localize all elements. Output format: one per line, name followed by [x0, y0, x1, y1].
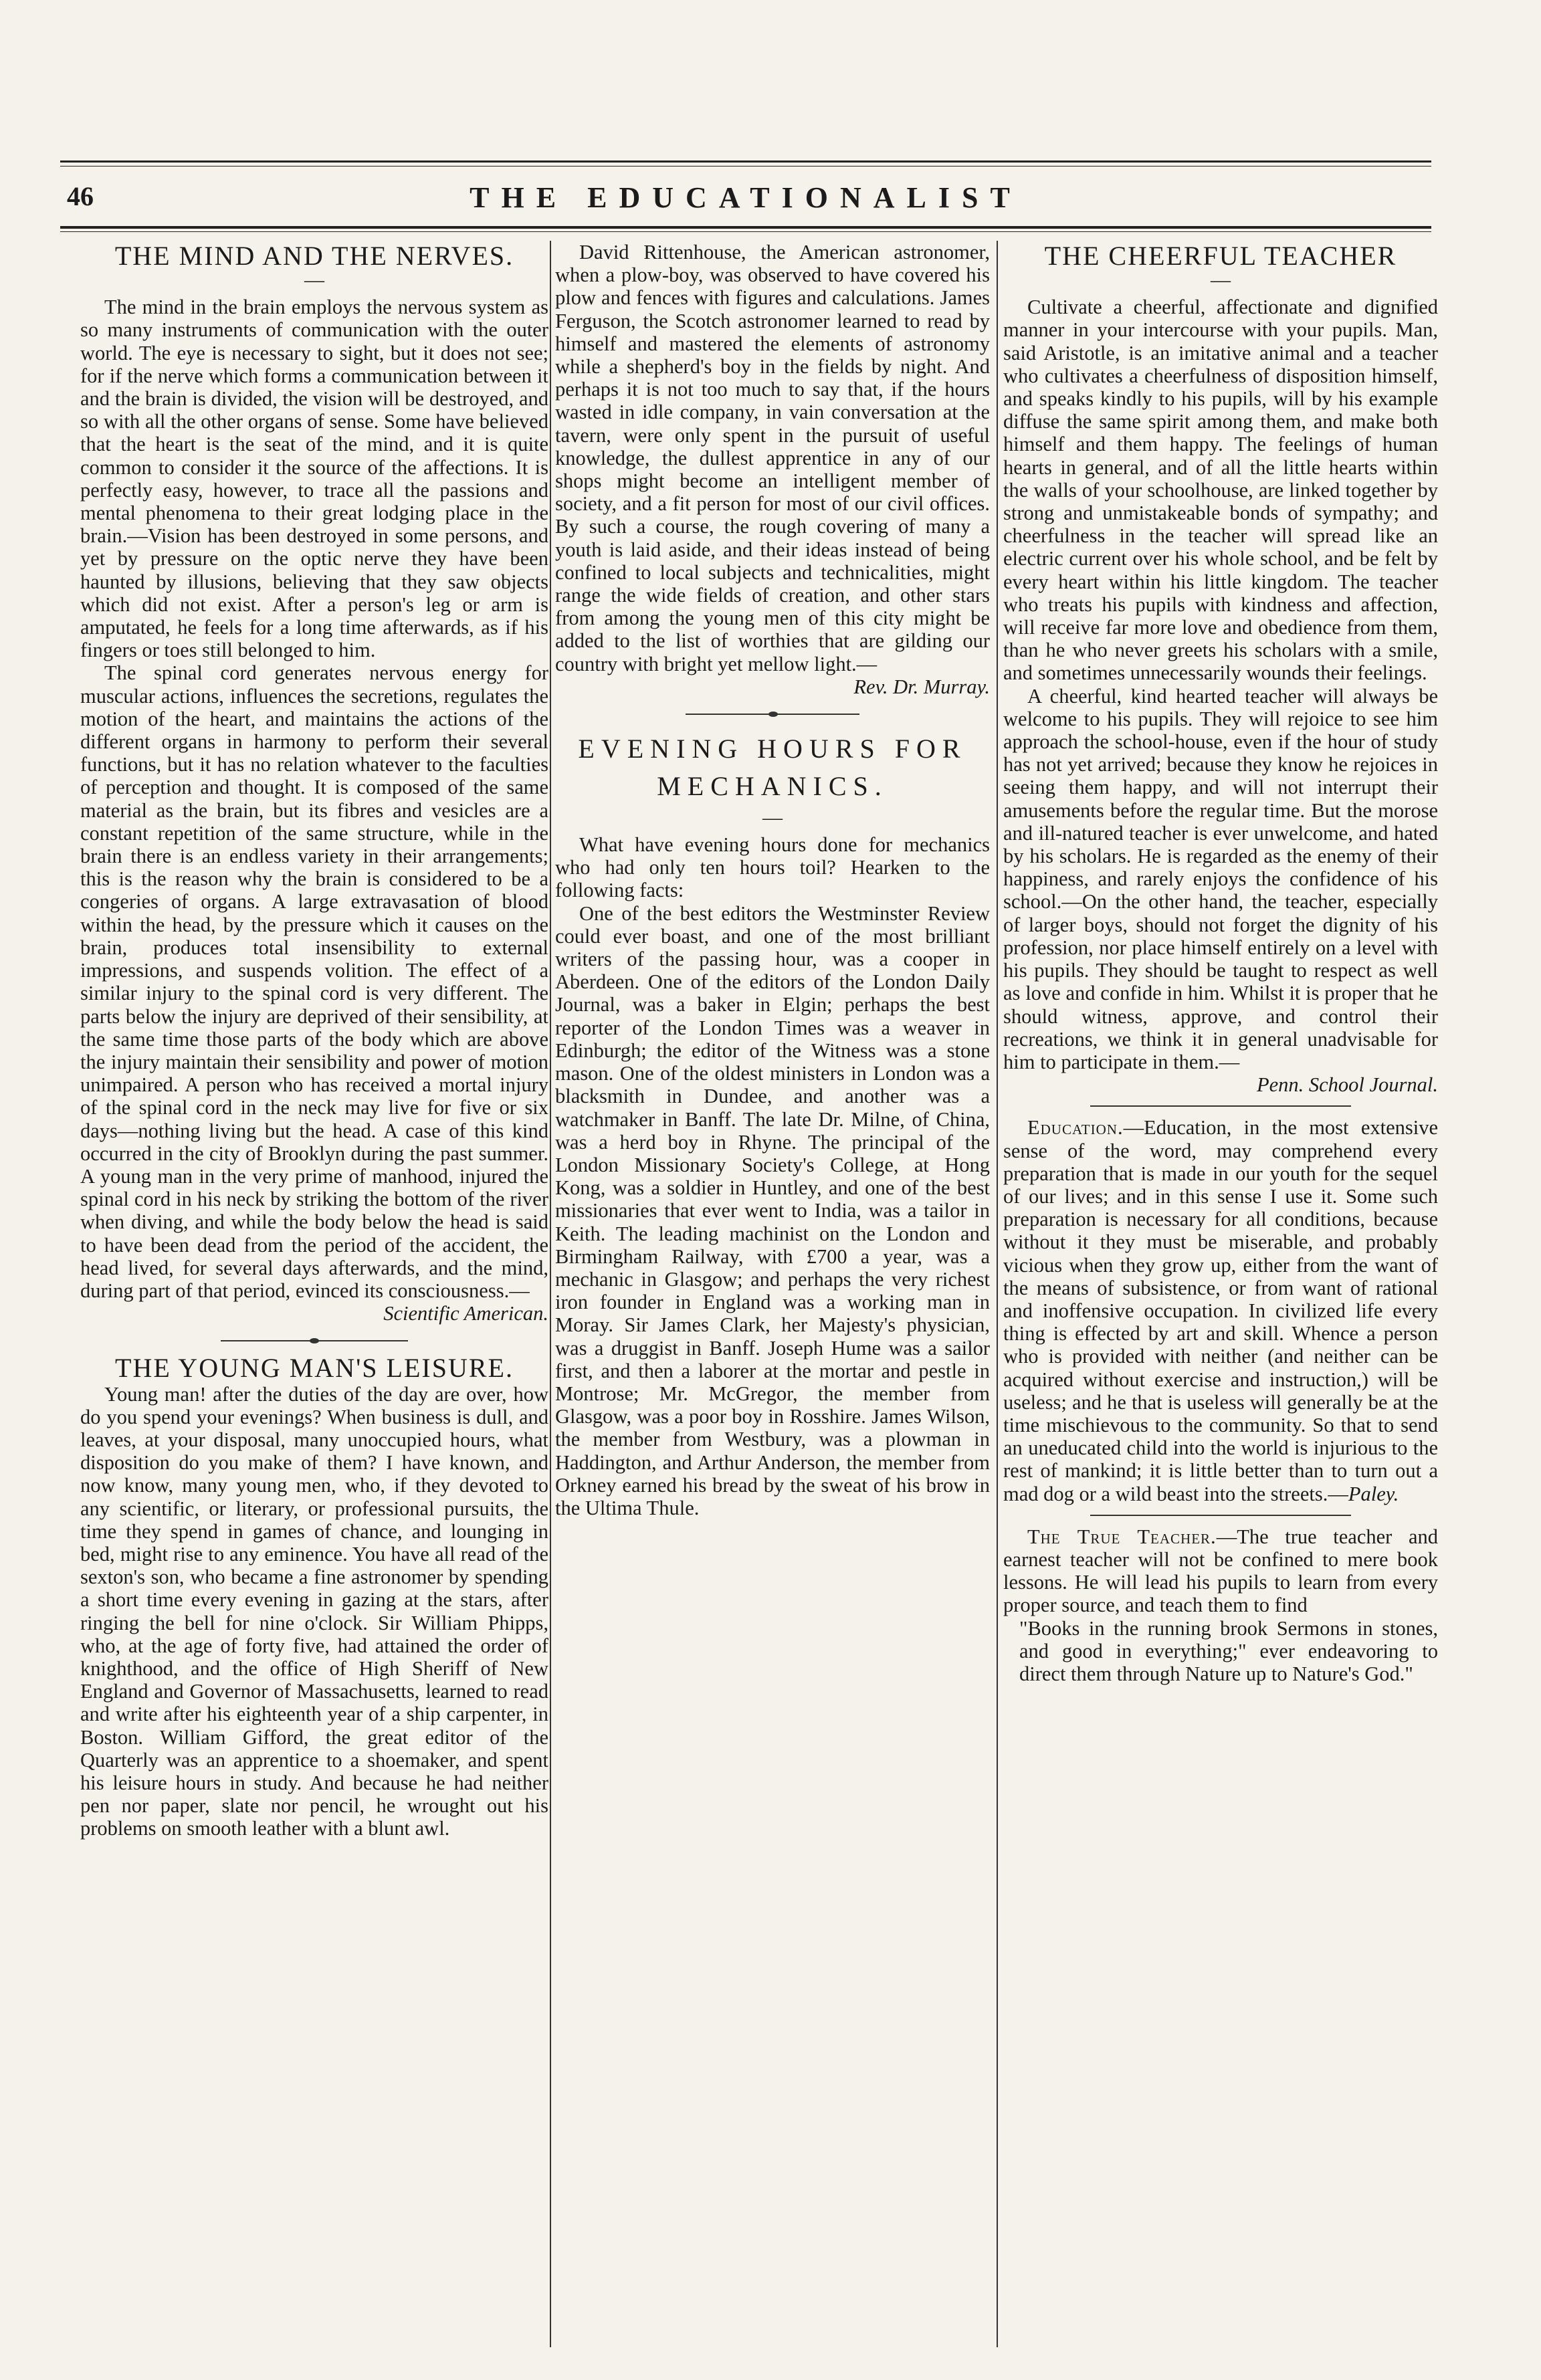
masthead-title: THE EDUCATIONALIST	[470, 181, 1022, 214]
article-paragraph: A cheerful, kind hearted teacher will always be welcome to his pupils. They will rejoice to see him approach the school-house, even if the hour of study has not yet arrived; because they know he rejoices in seeing them happy, and will not interrupt their amusements before the regular time. But the morose and ill-natured teacher is ever unwelcome, and hated by his scholars. He is regarded as the enemy of their happiness, and rarely enjoys the confidence of his school.—On the other hand, the teacher, especially of larger boys, should not forget the dignity of his profession, nor place himself entirely on a level with his pupils. They should be taught to respect as well as love and confide in him. Whilst it is proper that he should witness, approve, and control their recreations, we think it in general unadvisable for him to participate in them.—	[1003, 684, 1438, 1073]
article-separator	[80, 1334, 548, 1347]
article-paragraph: One of the best editors the Westminster Review could ever boast, and one of the most brilliant writers of the passing hour, was a cooper in Aberdeen. One of the editors of the London Daily Journal, was a baker in Elgin; perhaps the best reporter of the London Times was a weaver in Edinburgh; the editor of the Witness was a stone mason. One of the oldest ministers in London was a blacksmith in Dundee, and another was a watchmaker in Banff. The late Dr. Milne, of China, was a herd boy in Rhyne. The principal of the London Missionary Society's College, at Hong Kong, was a soldier in Huntley, and one of the best missionaries that ever went to India, was a tailor in Keith. The leading machinist on the London and Birmingham Railway, with £700 a year, was a mechanic in Glasgow; and perhaps the very richest iron founder in England was a working man in Moray. Sir James Clark, her Majesty's physician, was a druggist in Banff. Joseph Hume was a sailor first, and then a laborer at the mortar and pestle in Montrose; Mr. McGregor, the member from Glasgow, was a poor boy in Rosshire. James Wilson, the member from Westbury, was a plowman in Haddington, and Arthur Anderson, the member from Orkney earned his bread by the sweat of his brow in the Ultima Thule.	[555, 901, 990, 1519]
top-border-rule-thin	[60, 166, 1431, 167]
article-title: EVENING HOURS FOR MECHANICS.	[578, 734, 967, 802]
article-education	[1003, 1116, 1438, 1505]
article-source: Paley.	[1348, 1482, 1399, 1505]
header-rule-thick	[60, 226, 1431, 229]
top-border-rule	[60, 160, 1431, 163]
article-mind-nerves	[80, 241, 548, 1325]
column-1	[80, 241, 548, 2334]
article-young-mans-leisure-cont	[555, 241, 990, 698]
article-paragraph: —Education, in the most extensive sense of the word, may comprehend every preparation that is made in our youth for the sequel of our lives; and in this sense I use it. Some such preparation is necessary for all conditions, because without it they must be miserable, and probably vicious when they grow up, either from the want of the means of subsistence, or from want of rational and inoffensive occupation. In civilized life every thing is effected by art and skill. Whence a person who is provided with neither (and neither can be acquired without exercise and instruction,) will be useless; and he that is useless will generally be at the time mischievous to the community. So that to send an uneducated child into the world is injurious to the rest of mankind; it is little better than to turn out a mad dog or a wild beast into the streets.—	[1003, 1116, 1438, 1505]
article-title: THE MIND AND THE NERVES.	[114, 241, 514, 271]
article-paragraph: The mind in the brain employs the nervous system as so many instruments of communication with the outer world. The eye is necessary to sight, but it does not see; for if the nerve which forms a communication between it and the brain is divided, the vision will be destroyed, and so with all the other organs of sense. Some have believed that the heart is the seat of the mind, and it is quite common to consider it the source of the affections. It is perfectly easy, however, to trace all the passions and mental phenomena to their great lodging place in the brain.—Vision has been destroyed in some persons, and yet by pressure on the optic nerve they have been haunted by illusions, believing that they saw objects which did not exist. After a person's leg or arm is amputated, he feels for a long time afterwards, as if his fingers or toes still belonged to him.	[80, 296, 548, 662]
article-title: THE YOUNG MAN'S LEISURE.	[115, 1353, 514, 1384]
article-paragraph: What have evening hours done for mechanics who had only ten hours toil? Hearken to the following facts:	[555, 833, 990, 902]
page-header	[60, 181, 1431, 221]
article-paragraph: Young man! after the duties of the day are over, how do you spend your evenings? When business is dull, and leaves, at your disposal, many unoccupied hours, what disposition do you make of them? I have known, and now know, many young men, who, if they devoted to any scientific, or literary, or professional pursuits, the time they spend in games of chance, and lounging in bed, might rise to any eminence. You have all read of the sexton's son, who became a fine astronomer by spending a short time every evening in gazing at the stars, after ringing the bell for nine o'clock. Sir William Phipps, who, at the age of forty five, had attained the order of knighthood, and the office of High Sheriff of New England and Governor of Massachusetts, learned to read and write after his eighteenth year of a ship carpenter, in Boston. William Gifford, the great editor of the Quarterly was an apprentice to a shoemaker, and spent his leisure hours in study. And because he had neither pen nor paper, slate nor pencil, he wrought out his problems on smooth leather with a blunt awl.	[80, 1382, 548, 1840]
article-paragraph: The spinal cord generates nervous energy for muscular actions, influences the secretions, regulates the motion of the heart, and maintains the actions of the different organs in harmony to perform their several functions, but it has no relation whatever to the faculties of perception and thought. It is composed of the same material as the brain, but its fibres and vesicles are a constant repetition of the same structure, while in the brain there is an endless variety in their arrangements; this is the reason why the brain is considered to be a congeries of organs. A large extravasation of blood within the head, by the pressure which it causes on the brain, produces total insensibility to external impressions, and suspends volition. The effect of a similar injury to the spinal cord is very different. The parts below the injury are deprived of their sensibility, at the same time those parts of the body which are above the injury maintain their sensibility and power of motion unimpaired. A person who has received a mortal injury of the spinal cord in the neck may live for five or six days—nothing living but the head. A case of this kind occurred in the city of Brooklyn during the past summer. A young man in the very prime of manhood, injured the spinal cord in his neck by striking the bottom of the river when diving, and while the body below the head is said to have been dead from the period of the accident, the head lived, for several days afterwards, and the mind, during part of that period, evinced its consciousness.—	[80, 661, 548, 1302]
title-dash: —	[1211, 269, 1231, 292]
title-dash: —	[762, 806, 783, 829]
article-paragraph: —The true teacher and earnest teacher will not be confined to mere book lessons. He will lead his pupils to learn from every proper source, and teach them to find	[1003, 1525, 1438, 1617]
article-evening-hours	[555, 730, 990, 1519]
article-lead: The True Teacher.	[1027, 1525, 1217, 1548]
article-paragraph: Cultivate a cheerful, affectionate and dignified manner in your intercourse with your pupils. Man, said Aristotle, is an imitative animal and a teacher who cultivates a cheerfulness of disposition himself, and speaks kindly to his pupils, will by his example diffuse the same spirit among them, and make both himself and them happy. The feelings of human hearts in general, and of all the little hearts within the walls of your schoolhouse, are linked together by strong and unmistakeable bonds of sympathy; and cheerfulness in the teacher will spread like an electric current over his whole school, and be felt by every heart within his little kingdom. The teacher who treats his pupils with kindness and affection, will receive far more love and obedience from them, than he who never greets his scholars with a smile, and sometimes unnecessarily wounds their feelings.	[1003, 296, 1438, 685]
article-source: Penn. School Journal.	[1256, 1073, 1438, 1097]
column-divider-1	[550, 241, 551, 2347]
article-quote: "Books in the running brook Sermons in stones, and good in everything;" ever endeavoring to direct them through Nature up to Nature's God."	[1019, 1616, 1438, 1685]
article-source: Rev. Dr. Murray.	[853, 675, 990, 698]
article-true-teacher	[1003, 1525, 1438, 1685]
article-separator	[1090, 1515, 1351, 1516]
column-divider-2	[997, 241, 998, 2347]
page-number: 46	[67, 181, 94, 211]
article-cheerful-teacher	[1003, 241, 1438, 1097]
article-separator	[1090, 1105, 1351, 1107]
article-title: THE CHEERFUL TEACHER	[1044, 241, 1397, 271]
article-source: Scientific American.	[383, 1302, 548, 1325]
article-separator	[555, 708, 990, 721]
header-rule-thin	[60, 231, 1431, 232]
article-lead: Education.	[1027, 1116, 1124, 1140]
column-3	[1003, 241, 1438, 2334]
article-paragraph: David Rittenhouse, the American astronomer, when a plow-boy, was observed to have covered his plow and fences with figures and calculations. James Ferguson, the Scotch astronomer learned to read by himself and mastered the elements of astronomy while a shepherd's boy in the fields by night. And perhaps it is not too much to say that, if the hours wasted in idle company, in vain conversation at the tavern, were only spent in the pursuit of useful knowledge, the dullest apprentice in any of our shops might become an intelligent member of society, and a fit person for most of our civil offices. By such a course, the rough covering of many a youth is laid aside, and their ideas instead of being confined to local subjects and technicalities, might range the wide fields of creation, and other stars from among the young men of this city might be added to the list of worthies that are gilding our country with bright yet mellow light.—	[555, 241, 990, 675]
article-young-mans-leisure	[80, 1353, 548, 1840]
title-dash: —	[304, 269, 324, 292]
column-2	[555, 241, 990, 2334]
